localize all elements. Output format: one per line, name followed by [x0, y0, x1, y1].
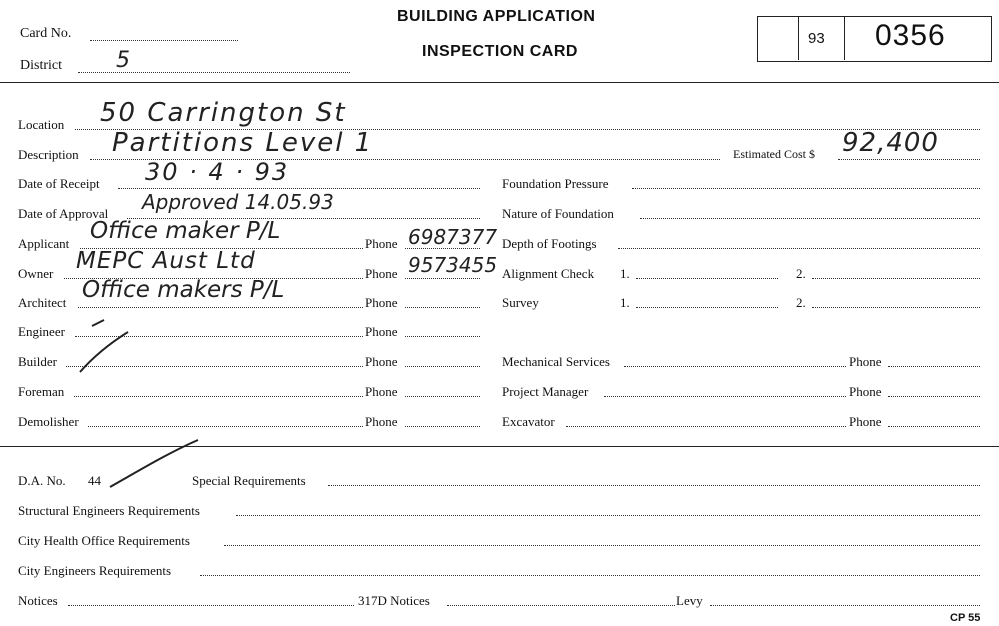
survey-num2: 2.	[796, 295, 806, 310]
district-value: 5	[116, 48, 130, 73]
location-value: 50 Carrington St	[100, 98, 347, 128]
description-label: Description	[18, 147, 79, 162]
estimated-cost-value: 92,400	[842, 128, 939, 158]
date-receipt-value: 30 · 4 · 93	[145, 158, 290, 186]
nature-foundation-label: Nature of Foundation	[502, 206, 614, 221]
levy-field[interactable]	[710, 605, 980, 606]
project-manager-phone-label: Phone	[849, 384, 882, 399]
owner-value: MEPC Aust Ltd	[76, 248, 256, 274]
architect-label: Architect	[18, 295, 67, 310]
mechanical-phone-label: Phone	[849, 354, 882, 369]
alignment-num2: 2.	[796, 266, 806, 281]
health-label: City Health Office Requirements	[18, 533, 190, 548]
engineer-label: Engineer	[18, 324, 65, 339]
da-no-value: 44	[88, 473, 101, 488]
engineer-phone-label: Phone	[365, 324, 398, 339]
city-engineers-label: City Engineers Requirements	[18, 563, 172, 578]
applicant-phone-label: Phone	[365, 236, 398, 251]
builder-label: Builder	[18, 354, 57, 369]
form-code: CP 55	[950, 612, 981, 624]
structural-field[interactable]	[236, 515, 980, 516]
owner-phone: 9573455	[408, 253, 498, 277]
owner-phone-label: Phone	[365, 266, 398, 281]
special-requirements-field[interactable]	[328, 485, 980, 486]
levy-label: Levy	[676, 593, 703, 608]
district-label: District	[20, 58, 62, 73]
foundation-pressure-label: Foundation Pressure	[502, 176, 609, 191]
foreman-phone-label: Phone	[365, 384, 398, 399]
architect-phone-label: Phone	[365, 295, 398, 310]
notices-317d-label: 317D Notices	[358, 593, 430, 608]
alignment-num1: 1.	[620, 266, 630, 281]
card-prefix: 93	[808, 30, 825, 47]
demolisher-phone-label: Phone	[365, 414, 398, 429]
da-no-label: D.A. No.	[18, 473, 66, 488]
special-requirements-label: Special Requirements	[192, 473, 306, 488]
applicant-phone: 6987377	[408, 225, 498, 249]
card-no-label: Card No.	[20, 26, 72, 41]
title-line1: BUILDING APPLICATION	[397, 8, 596, 25]
section-divider	[0, 446, 999, 447]
architect-value: Office makers P/L	[82, 277, 285, 303]
structural-label: Structural Engineers Requirements	[18, 503, 200, 518]
description-value: Partitions Level 1	[112, 128, 374, 158]
notices-317d-field[interactable]	[447, 605, 675, 606]
notices-field[interactable]	[68, 605, 354, 606]
date-approval-value: Approved 14.05.93	[142, 190, 334, 214]
city-engineers-field[interactable]	[200, 575, 980, 576]
project-manager-label: Project Manager	[502, 384, 589, 399]
date-receipt-label: Date of Receipt	[18, 176, 100, 191]
date-approval-label: Date of Approval	[18, 206, 109, 221]
demolisher-label: Demolisher	[18, 414, 79, 429]
owner-label: Owner	[18, 266, 54, 281]
depth-footings-label: Depth of Footings	[502, 236, 597, 251]
survey-num1: 1.	[620, 295, 630, 310]
excavator-label: Excavator	[502, 414, 555, 429]
health-field[interactable]	[224, 545, 980, 546]
estimated-cost-label: Estimated Cost $	[733, 147, 815, 161]
alignment-check-label: Alignment Check	[502, 266, 595, 281]
title-line2: INSPECTION CARD	[422, 43, 578, 60]
foreman-label: Foreman	[18, 384, 65, 399]
survey-label: Survey	[502, 295, 539, 310]
applicant-label: Applicant	[18, 236, 70, 251]
excavator-phone-label: Phone	[849, 414, 882, 429]
builder-phone-label: Phone	[365, 354, 398, 369]
location-label: Location	[18, 117, 65, 132]
notices-label: Notices	[18, 593, 58, 608]
card-number: 0356	[875, 19, 946, 52]
applicant-value: Office maker P/L	[90, 218, 281, 244]
mechanical-label: Mechanical Services	[502, 354, 610, 369]
